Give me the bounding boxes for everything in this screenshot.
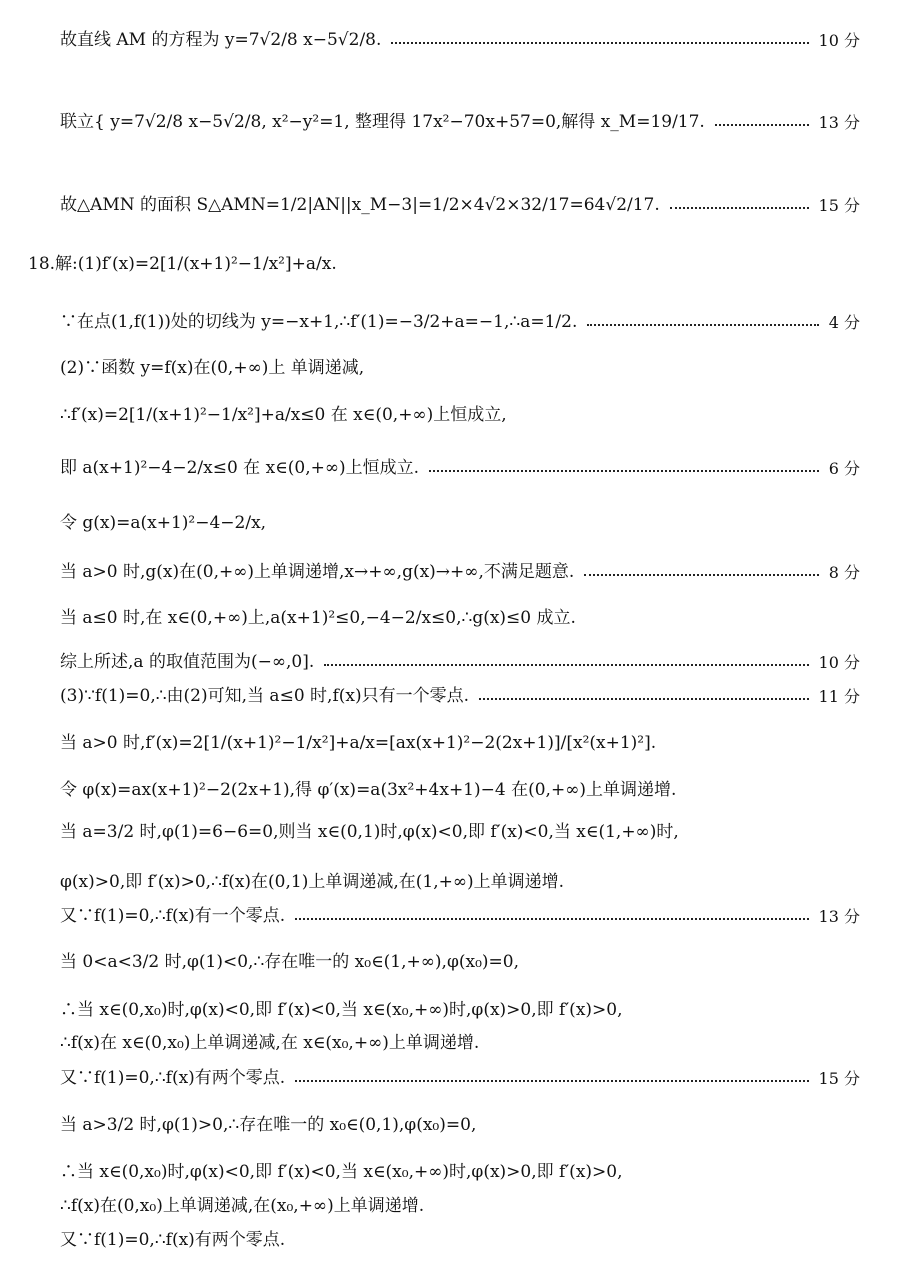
line-text: ∴f(x)在(0,x₀)上单调递减,在(x₀,+∞)上单调递增. <box>60 1196 425 1216</box>
line-text: 当 0<a<3/2 时,φ(1)<0,∴存在唯一的 x₀∈(1,+∞),φ(x₀)=0, <box>60 952 519 972</box>
line-text: 18.解:(1)f′(x)=2[1/(x+1)²−1/x²]+a/x. <box>28 254 337 274</box>
score-label: 10 分 <box>818 30 860 50</box>
line-text: ∵在点(1,f(1))处的切线为 y=−x+1,∴f′(1)=−3/2+a=−1,∴a=1/2. <box>60 312 578 332</box>
dotted-leader <box>295 1080 808 1082</box>
solution-line <box>60 652 860 672</box>
line-text: (3)∵f(1)=0,∴由(2)可知,当 a≤0 时,f(x)只有一个零点. <box>60 686 469 706</box>
dotted-leader <box>429 470 819 472</box>
solution-line <box>60 405 860 425</box>
score-label: 4 分 <box>828 312 860 332</box>
line-text: φ(x)>0,即 f′(x)>0,∴f(x)在(0,1)上单调递减,在(1,+∞)上单调递增. <box>60 872 565 892</box>
solution-line <box>60 513 860 533</box>
solution-line <box>60 822 860 842</box>
line-text: 当 a>0 时,f′(x)=2[1/(x+1)²−1/x²]+a/x=[ax(x+1)²−2(2x+1)]/[x²(x+1)²]. <box>60 733 657 753</box>
dotted-leader <box>324 664 808 666</box>
line-text: 又∵f(1)=0,∴f(x)有两个零点. <box>60 1230 286 1250</box>
solution-line <box>60 608 860 628</box>
solution-line <box>60 780 860 800</box>
line-text: 又∵f(1)=0,∴f(x)有两个零点. <box>60 1068 286 1088</box>
solution-line <box>60 30 860 50</box>
line-text: 令 g(x)=a(x+1)²−4−2/x, <box>60 513 267 533</box>
line-text: 令 φ(x)=ax(x+1)²−2(2x+1),得 φ′(x)=a(3x²+4x+1)−4 在(0,+∞)上单调递增. <box>60 780 677 800</box>
solution-line <box>60 458 860 478</box>
line-text: 当 a>3/2 时,φ(1)>0,∴存在唯一的 x₀∈(0,1),φ(x₀)=0, <box>60 1115 477 1135</box>
line-text: ∴f′(x)=2[1/(x+1)²−1/x²]+a/x≤0 在 x∈(0,+∞)上恒成立, <box>60 405 507 425</box>
solution-line <box>28 254 860 274</box>
dotted-leader <box>479 698 809 700</box>
score-label: 8 分 <box>828 562 860 582</box>
dotted-leader <box>391 42 808 44</box>
line-text: 即 a(x+1)²−4−2/x≤0 在 x∈(0,+∞)上恒成立. <box>60 458 420 478</box>
dotted-leader <box>587 324 818 326</box>
line-text: ∴当 x∈(0,x₀)时,φ(x)<0,即 f′(x)<0,当 x∈(x₀,+∞)时,φ(x)>0,即 f′(x)>0, <box>60 1000 623 1020</box>
solution-line <box>60 312 860 332</box>
line-text: (2)∵函数 y=f(x)在(0,+∞)上 单调递减, <box>60 358 365 378</box>
solution-line <box>60 1033 860 1053</box>
score-label: 11 分 <box>818 686 860 706</box>
score-label: 10 分 <box>818 652 860 672</box>
solution-line <box>60 686 860 706</box>
line-text: 又∵f(1)=0,∴f(x)有一个零点. <box>60 906 286 926</box>
solution-line <box>60 1196 860 1216</box>
solution-line <box>60 1230 860 1250</box>
line-text: 联立{ y=7√2/8 x−5√2/8, x²−y²=1, 整理得 17x²−70x+57=0,解得 x_M=19/17. <box>60 112 705 132</box>
solution-line <box>60 195 860 215</box>
solution-line <box>60 1000 860 1020</box>
line-text: 当 a≤0 时,在 x∈(0,+∞)上,a(x+1)²≤0,−4−2/x≤0,∴g(x)≤0 成立. <box>60 608 576 628</box>
solution-line <box>60 1115 860 1135</box>
score-label: 15 分 <box>818 195 860 215</box>
line-text: 当 a=3/2 时,φ(1)=6−6=0,则当 x∈(0,1)时,φ(x)<0,即 f′(x)<0,当 x∈(1,+∞)时, <box>60 822 679 842</box>
dotted-leader <box>584 574 818 576</box>
line-text: ∴f(x)在 x∈(0,x₀)上单调递减,在 x∈(x₀,+∞)上单调递增. <box>60 1033 480 1053</box>
solution-line <box>60 1162 860 1182</box>
line-text: 综上所述,a 的取值范围为(−∞,0]. <box>60 652 315 672</box>
dotted-leader <box>715 124 809 126</box>
solution-line <box>60 952 860 972</box>
line-text: ∴当 x∈(0,x₀)时,φ(x)<0,即 f′(x)<0,当 x∈(x₀,+∞)时,φ(x)>0,即 f′(x)>0, <box>60 1162 623 1182</box>
solution-line <box>60 358 860 378</box>
line-text: 故△AMN 的面积 S△AMN=1/2|AN||x_M−3|=1/2×4√2×32/17=64√2/17. <box>60 195 660 215</box>
score-label: 13 分 <box>818 906 860 926</box>
solution-line <box>60 1068 860 1088</box>
dotted-leader <box>670 207 809 209</box>
dotted-leader <box>295 918 808 920</box>
solution-line <box>60 872 860 892</box>
solution-line <box>60 562 860 582</box>
score-label: 13 分 <box>818 112 860 132</box>
solution-line <box>60 112 860 132</box>
score-label: 15 分 <box>818 1068 860 1088</box>
score-label: 6 分 <box>828 458 860 478</box>
line-text: 故直线 AM 的方程为 y=7√2/8 x−5√2/8. <box>60 30 382 50</box>
solution-line <box>60 906 860 926</box>
solution-line <box>60 733 860 753</box>
line-text: 当 a>0 时,g(x)在(0,+∞)上单调递增,x→+∞,g(x)→+∞,不满足题意. <box>60 562 575 582</box>
